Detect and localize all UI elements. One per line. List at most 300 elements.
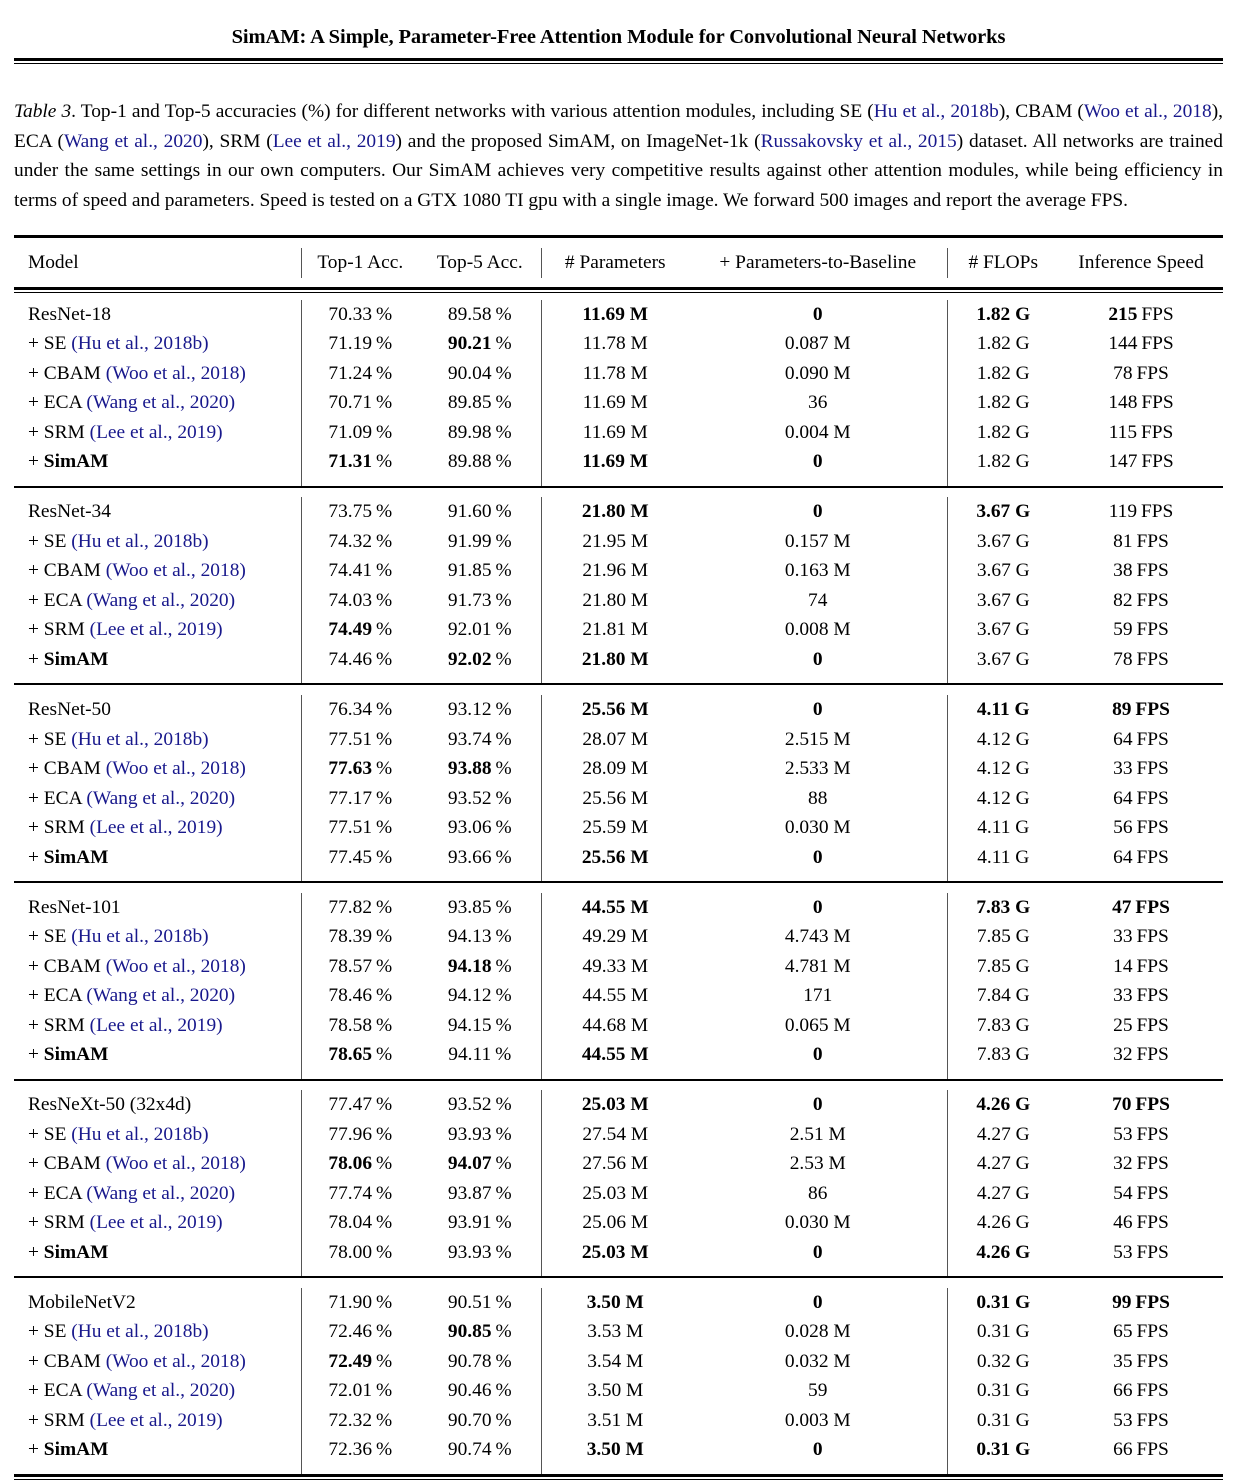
head-gap-bottom <box>14 278 1223 289</box>
value-top1-unit: % <box>375 926 393 948</box>
cell-parameters <box>541 1347 689 1377</box>
value-top5-unit: % <box>495 619 512 641</box>
value-inference-speed-unit: FPS <box>1136 1321 1169 1343</box>
value-inference-speed: 119 <box>1108 501 1138 523</box>
value-flops: 3.67 G <box>976 530 1030 552</box>
citation-link[interactable]: (Hu et al., 2018b) <box>71 926 209 948</box>
value-flops: 1.82 G <box>976 451 1030 473</box>
cell-flops <box>947 615 1059 645</box>
plus-sign: + <box>28 1350 44 1372</box>
cell-top5 <box>419 300 541 330</box>
cell-top1 <box>301 586 419 616</box>
citation-link[interactable]: (Woo et al., 2018) <box>105 758 246 780</box>
value-inference-speed-unit: FPS <box>1136 758 1169 780</box>
value-top5: 91.73 <box>447 589 492 611</box>
value-top1: 77.17 <box>328 787 373 809</box>
value-top1-unit: % <box>375 303 393 325</box>
value-top1: 78.00 <box>328 1241 373 1263</box>
cell-parameters <box>541 695 689 725</box>
value-top5: 90.85 <box>447 1321 492 1343</box>
value-inference-speed: 66 <box>1113 1380 1133 1402</box>
citation-link[interactable]: (Woo et al., 2018) <box>105 1350 246 1372</box>
value-inference-speed-unit: FPS <box>1136 619 1169 641</box>
cell-parameters <box>541 586 689 616</box>
value-top1: 74.41 <box>328 560 373 582</box>
cell-top1 <box>301 754 419 784</box>
value-top1: 71.09 <box>328 421 373 443</box>
cell-model <box>14 1149 301 1179</box>
value-parameters: 11.78 M <box>582 362 648 384</box>
cell-flops <box>947 725 1059 755</box>
value-top5-unit: % <box>495 589 512 611</box>
cell-inference-speed <box>1059 1179 1223 1209</box>
cell-top1 <box>301 497 419 527</box>
value-inference-speed: 35 <box>1113 1350 1133 1372</box>
value-parameters-to-baseline: 36 <box>808 392 828 414</box>
citation-link[interactable]: Wang et al., 2020 <box>63 130 203 152</box>
col-header-model: Model <box>28 252 79 274</box>
model-name: SE <box>43 1123 67 1145</box>
value-inference-speed-unit: FPS <box>1136 1014 1169 1036</box>
block-gap-top <box>14 292 1223 300</box>
table-row <box>14 447 1223 477</box>
value-inference-speed-unit: FPS <box>1136 530 1169 552</box>
cell-flops <box>947 1347 1059 1377</box>
value-inference-speed: 53 <box>1113 1409 1133 1431</box>
col-header-flops: # FLOPs <box>947 248 1059 278</box>
value-top5-unit: % <box>495 1439 512 1461</box>
citation-link[interactable]: (Lee et al., 2019) <box>89 817 223 839</box>
table-3-wrapper <box>14 235 1223 1479</box>
value-parameters: 28.09 M <box>582 758 649 780</box>
model-name: SRM <box>43 421 85 443</box>
cell-top1 <box>301 388 419 418</box>
value-top1-unit: % <box>375 589 393 611</box>
cell-flops <box>947 754 1059 784</box>
plus-sign: + <box>28 333 44 355</box>
plus-sign: + <box>28 1439 44 1461</box>
value-inference-speed-unit: FPS <box>1135 699 1170 721</box>
value-top5: 93.88 <box>447 758 492 780</box>
cell-top5 <box>419 893 541 923</box>
table-row <box>14 1040 1223 1070</box>
block-gap-bottom <box>14 1465 1223 1476</box>
citation-link[interactable]: (Wang et al., 2020) <box>86 1182 236 1204</box>
value-inference-speed: 144 <box>1108 333 1138 355</box>
value-inference-speed-unit: FPS <box>1136 1044 1169 1066</box>
model-name: SimAM <box>43 846 109 868</box>
value-parameters-to-baseline: 0 <box>812 1044 823 1066</box>
cell-parameters-to-baseline <box>689 922 947 952</box>
value-top5-unit: % <box>495 451 512 473</box>
cell-model <box>14 1040 301 1070</box>
value-top1: 77.82 <box>328 896 373 918</box>
value-top5: 91.99 <box>447 530 492 552</box>
value-flops: 4.12 G <box>976 787 1030 809</box>
cell-model <box>14 1347 301 1377</box>
value-top1-unit: % <box>375 1350 393 1372</box>
cell-parameters-to-baseline <box>689 952 947 982</box>
table-row <box>14 1376 1223 1406</box>
cell-model <box>14 922 301 952</box>
cell-parameters-to-baseline <box>689 1288 947 1318</box>
cell-parameters-to-baseline <box>689 556 947 586</box>
value-top1: 78.06 <box>328 1153 373 1175</box>
citation-link[interactable]: (Hu et al., 2018b) <box>71 333 209 355</box>
value-top1: 78.65 <box>328 1044 373 1066</box>
col-header-inference-speed: Inference Speed <box>1078 252 1204 274</box>
caption-text: ) and the proposed SimAM, on ImageNet-1k ( <box>395 130 761 152</box>
citation-link[interactable]: (Wang et al., 2020) <box>86 392 236 414</box>
value-top5-unit: % <box>495 1291 512 1313</box>
cell-inference-speed <box>1059 300 1223 330</box>
value-parameters-to-baseline: 0.008 M <box>784 619 851 641</box>
plus-sign: + <box>28 1321 44 1343</box>
value-inference-speed-unit: FPS <box>1135 1291 1170 1313</box>
cell-parameters-to-baseline <box>689 784 947 814</box>
value-parameters: 21.80 M <box>581 648 649 670</box>
value-top1-unit: % <box>375 728 393 750</box>
value-parameters: 3.50 M <box>587 1380 644 1402</box>
cell-top5 <box>419 497 541 527</box>
value-flops: 4.26 G <box>976 1094 1031 1116</box>
value-top1-unit: % <box>375 1182 393 1204</box>
cell-top5 <box>419 447 541 477</box>
value-top1-unit: % <box>375 1094 393 1116</box>
value-flops: 7.83 G <box>976 896 1031 918</box>
value-top1-unit: % <box>375 1212 393 1234</box>
value-inference-speed: 14 <box>1113 955 1133 977</box>
table-row <box>14 1179 1223 1209</box>
value-inference-speed: 115 <box>1108 421 1138 443</box>
cell-model <box>14 1208 301 1238</box>
value-top1: 77.51 <box>328 728 373 750</box>
cell-top1 <box>301 615 419 645</box>
value-parameters-to-baseline: 0.065 M <box>784 1014 851 1036</box>
model-name: ResNet-101 <box>28 896 121 918</box>
cell-model <box>14 981 301 1011</box>
plus-sign: + <box>28 1380 44 1402</box>
citation-link[interactable]: (Lee et al., 2019) <box>89 421 223 443</box>
model-name: SRM <box>43 619 85 641</box>
value-top1-unit: % <box>375 1014 393 1036</box>
value-top1: 74.32 <box>328 530 373 552</box>
value-parameters: 11.69 M <box>582 303 649 325</box>
value-top5: 94.07 <box>447 1153 492 1175</box>
value-parameters: 11.78 M <box>582 333 648 355</box>
value-top1: 78.46 <box>328 985 373 1007</box>
value-top5: 93.93 <box>447 1241 492 1263</box>
cell-model <box>14 645 301 675</box>
model-name: ResNet-50 <box>28 699 111 721</box>
citation-link[interactable]: (Woo et al., 2018) <box>105 955 246 977</box>
cell-top5 <box>419 1435 541 1465</box>
table-row <box>14 497 1223 527</box>
value-top1: 78.39 <box>328 926 373 948</box>
value-parameters-to-baseline: 2.51 M <box>789 1123 846 1145</box>
cell-inference-speed <box>1059 615 1223 645</box>
cell-top5 <box>419 359 541 389</box>
value-parameters: 25.59 M <box>582 817 649 839</box>
value-flops: 7.83 G <box>976 1014 1030 1036</box>
value-flops: 4.12 G <box>976 728 1030 750</box>
block-gap-bottom <box>14 872 1223 882</box>
cell-inference-speed <box>1059 1120 1223 1150</box>
value-flops: 1.82 G <box>976 392 1030 414</box>
cell-parameters <box>541 893 689 923</box>
value-flops: 0.32 G <box>976 1350 1030 1372</box>
value-top5: 94.15 <box>447 1014 492 1036</box>
block-gap-top <box>14 688 1223 695</box>
value-top1-unit: % <box>375 846 393 868</box>
value-top5: 93.66 <box>447 846 492 868</box>
cell-top5 <box>419 784 541 814</box>
citation-link[interactable]: (Lee et al., 2019) <box>89 619 223 641</box>
value-inference-speed-unit: FPS <box>1141 392 1174 414</box>
value-top1-unit: % <box>375 648 393 670</box>
value-parameters: 49.33 M <box>582 955 649 977</box>
value-parameters: 11.69 M <box>582 421 648 443</box>
value-parameters: 3.54 M <box>587 1350 644 1372</box>
value-top1: 72.36 <box>328 1439 373 1461</box>
cell-parameters <box>541 1149 689 1179</box>
cell-top5 <box>419 1208 541 1238</box>
table-row <box>14 556 1223 586</box>
model-name: SRM <box>43 1212 85 1234</box>
cell-top5 <box>419 843 541 873</box>
table-row <box>14 645 1223 675</box>
cell-top5 <box>419 1149 541 1179</box>
table-row <box>14 615 1223 645</box>
block-gap-top <box>14 490 1223 497</box>
cell-parameters <box>541 1011 689 1041</box>
value-flops: 4.11 G <box>976 699 1030 721</box>
plus-sign: + <box>28 728 44 750</box>
value-top1-unit: % <box>375 1380 393 1402</box>
value-top5: 94.11 <box>448 1044 492 1066</box>
running-head-rule <box>14 58 1223 64</box>
value-flops: 7.85 G <box>976 955 1030 977</box>
value-inference-speed: 46 <box>1113 1212 1133 1234</box>
cell-flops <box>947 1238 1059 1268</box>
value-inference-speed-unit: FPS <box>1136 1182 1169 1204</box>
value-parameters: 25.03 M <box>581 1094 649 1116</box>
value-inference-speed: 148 <box>1108 392 1138 414</box>
cell-parameters <box>541 1288 689 1318</box>
cell-parameters <box>541 922 689 952</box>
cell-flops <box>947 843 1059 873</box>
plus-sign: + <box>28 530 44 552</box>
value-top1: 70.33 <box>328 303 373 325</box>
value-top1-unit: % <box>375 758 393 780</box>
citation-link[interactable]: (Wang et al., 2020) <box>86 1380 236 1402</box>
cell-top5 <box>419 1011 541 1041</box>
plus-sign: + <box>28 362 44 384</box>
value-parameters-to-baseline: 0.032 M <box>784 1350 851 1372</box>
value-parameters: 27.54 M <box>582 1123 649 1145</box>
cell-parameters-to-baseline <box>689 1090 947 1120</box>
value-inference-speed-unit: FPS <box>1140 501 1174 523</box>
cell-inference-speed <box>1059 1149 1223 1179</box>
value-flops: 4.11 G <box>977 817 1030 839</box>
table-row <box>14 388 1223 418</box>
citation-link[interactable]: (Woo et al., 2018) <box>105 560 246 582</box>
plus-sign: + <box>28 421 44 443</box>
value-top1: 76.34 <box>328 699 373 721</box>
citation-link[interactable]: (Hu et al., 2018b) <box>71 530 209 552</box>
value-parameters-to-baseline: 4.781 M <box>784 955 851 977</box>
cell-flops <box>947 497 1059 527</box>
cell-inference-speed <box>1059 1435 1223 1465</box>
value-top5-unit: % <box>495 1350 512 1372</box>
model-name: CBAM <box>43 560 101 582</box>
value-inference-speed-unit: FPS <box>1136 955 1169 977</box>
cell-model <box>14 784 301 814</box>
value-top5: 93.52 <box>447 787 492 809</box>
value-top1-unit: % <box>375 1241 393 1263</box>
value-inference-speed-unit: FPS <box>1136 589 1169 611</box>
cell-model <box>14 893 301 923</box>
value-top1-unit: % <box>375 1044 393 1066</box>
model-name: SimAM <box>43 451 109 473</box>
citation-link[interactable]: (Lee et al., 2019) <box>89 1014 223 1036</box>
citation-link[interactable]: (Wang et al., 2020) <box>86 589 236 611</box>
citation-link[interactable]: (Hu et al., 2018b) <box>71 1321 209 1343</box>
table-row <box>14 813 1223 843</box>
citation-link[interactable]: Russakovsky et al., 2015 <box>760 130 957 152</box>
cell-parameters <box>541 497 689 527</box>
value-flops: 1.82 G <box>976 362 1030 384</box>
citation-link[interactable]: Woo et al., 2018 <box>1083 101 1212 122</box>
cell-top1 <box>301 695 419 725</box>
model-name: SRM <box>43 1014 85 1036</box>
citation-link[interactable]: (Woo et al., 2018) <box>105 362 246 384</box>
block-gap-top <box>14 1281 1223 1288</box>
cell-flops <box>947 388 1059 418</box>
cell-top1 <box>301 329 419 359</box>
cell-top5 <box>419 1040 541 1070</box>
table-row <box>14 527 1223 557</box>
cell-inference-speed <box>1059 447 1223 477</box>
value-inference-speed: 53 <box>1113 1241 1133 1263</box>
value-flops: 1.82 G <box>976 303 1031 325</box>
cell-parameters <box>541 447 689 477</box>
value-top5-unit: % <box>495 728 512 750</box>
value-top5-unit: % <box>495 648 512 670</box>
cell-parameters <box>541 329 689 359</box>
plus-sign: + <box>28 758 44 780</box>
value-inference-speed-unit: FPS <box>1136 1409 1169 1431</box>
cell-parameters <box>541 300 689 330</box>
cell-top1 <box>301 447 419 477</box>
citation-link[interactable]: (Hu et al., 2018b) <box>71 728 209 750</box>
citation-link[interactable]: (Woo et al., 2018) <box>105 1153 246 1175</box>
value-flops: 4.27 G <box>976 1153 1030 1175</box>
cell-model <box>14 359 301 389</box>
value-top1: 78.57 <box>328 955 373 977</box>
citation-link[interactable]: (Wang et al., 2020) <box>86 787 236 809</box>
cell-parameters <box>541 952 689 982</box>
value-top5: 93.93 <box>447 1123 492 1145</box>
value-flops: 1.82 G <box>976 333 1030 355</box>
cell-top1 <box>301 1208 419 1238</box>
value-inference-speed-unit: FPS <box>1136 926 1169 948</box>
cell-model <box>14 1238 301 1268</box>
citation-link[interactable]: (Lee et al., 2019) <box>89 1212 223 1234</box>
value-parameters: 25.56 M <box>582 787 649 809</box>
citation-link[interactable]: Hu et al., 2018b <box>873 101 999 122</box>
value-top1: 71.31 <box>328 451 373 473</box>
value-parameters: 25.03 M <box>582 1182 649 1204</box>
cell-parameters <box>541 754 689 784</box>
value-top5: 93.87 <box>447 1182 492 1204</box>
value-parameters-to-baseline: 0 <box>812 896 823 918</box>
value-inference-speed: 53 <box>1113 1123 1133 1145</box>
cell-flops <box>947 1011 1059 1041</box>
value-parameters-to-baseline: 0.004 M <box>784 421 851 443</box>
citation-link[interactable]: (Wang et al., 2020) <box>86 985 236 1007</box>
cell-top1 <box>301 1317 419 1347</box>
model-name: SRM <box>43 1409 85 1431</box>
cell-inference-speed <box>1059 1238 1223 1268</box>
cell-flops <box>947 952 1059 982</box>
value-top5-unit: % <box>495 303 512 325</box>
citation-link[interactable]: Lee et al., 2019 <box>272 130 396 152</box>
value-parameters-to-baseline: 0 <box>812 1439 823 1461</box>
citation-link[interactable]: (Hu et al., 2018b) <box>71 1123 209 1145</box>
value-inference-speed: 25 <box>1113 1014 1133 1036</box>
cell-parameters <box>541 388 689 418</box>
table-row <box>14 1238 1223 1268</box>
value-top5: 93.91 <box>447 1212 492 1234</box>
cell-top1 <box>301 300 419 330</box>
cell-model <box>14 329 301 359</box>
value-flops: 4.27 G <box>976 1182 1030 1204</box>
cell-model <box>14 556 301 586</box>
citation-link[interactable]: (Lee et al., 2019) <box>89 1409 223 1431</box>
value-top1-unit: % <box>375 530 393 552</box>
value-top5-unit: % <box>495 758 512 780</box>
value-inference-speed: 215 <box>1108 303 1138 325</box>
header-row <box>14 248 1223 278</box>
value-top5: 89.98 <box>447 421 492 443</box>
running-head: SimAM: A Simple, Parameter-Free Attention Module for Convolutional Neural Networks <box>231 26 1006 48</box>
cell-parameters-to-baseline <box>689 586 947 616</box>
cell-parameters-to-baseline <box>689 1208 947 1238</box>
cell-flops <box>947 300 1059 330</box>
value-inference-speed-unit: FPS <box>1136 985 1169 1007</box>
cell-top5 <box>419 922 541 952</box>
cell-top5 <box>419 1090 541 1120</box>
cell-top5 <box>419 527 541 557</box>
cell-parameters-to-baseline <box>689 1011 947 1041</box>
value-top5: 90.78 <box>447 1350 492 1372</box>
value-top5-unit: % <box>495 392 512 414</box>
cell-flops <box>947 1040 1059 1070</box>
cell-parameters <box>541 1435 689 1465</box>
value-top1-unit: % <box>375 619 393 641</box>
value-inference-speed: 32 <box>1113 1153 1133 1175</box>
value-flops: 3.67 G <box>976 501 1031 523</box>
value-top1-unit: % <box>375 985 393 1007</box>
cell-inference-speed <box>1059 1376 1223 1406</box>
value-flops: 1.82 G <box>976 421 1030 443</box>
value-top5-unit: % <box>495 421 512 443</box>
value-top5-unit: % <box>495 1241 512 1263</box>
value-inference-speed-unit: FPS <box>1135 896 1170 918</box>
cell-parameters-to-baseline <box>689 497 947 527</box>
value-top5-unit: % <box>495 817 512 839</box>
